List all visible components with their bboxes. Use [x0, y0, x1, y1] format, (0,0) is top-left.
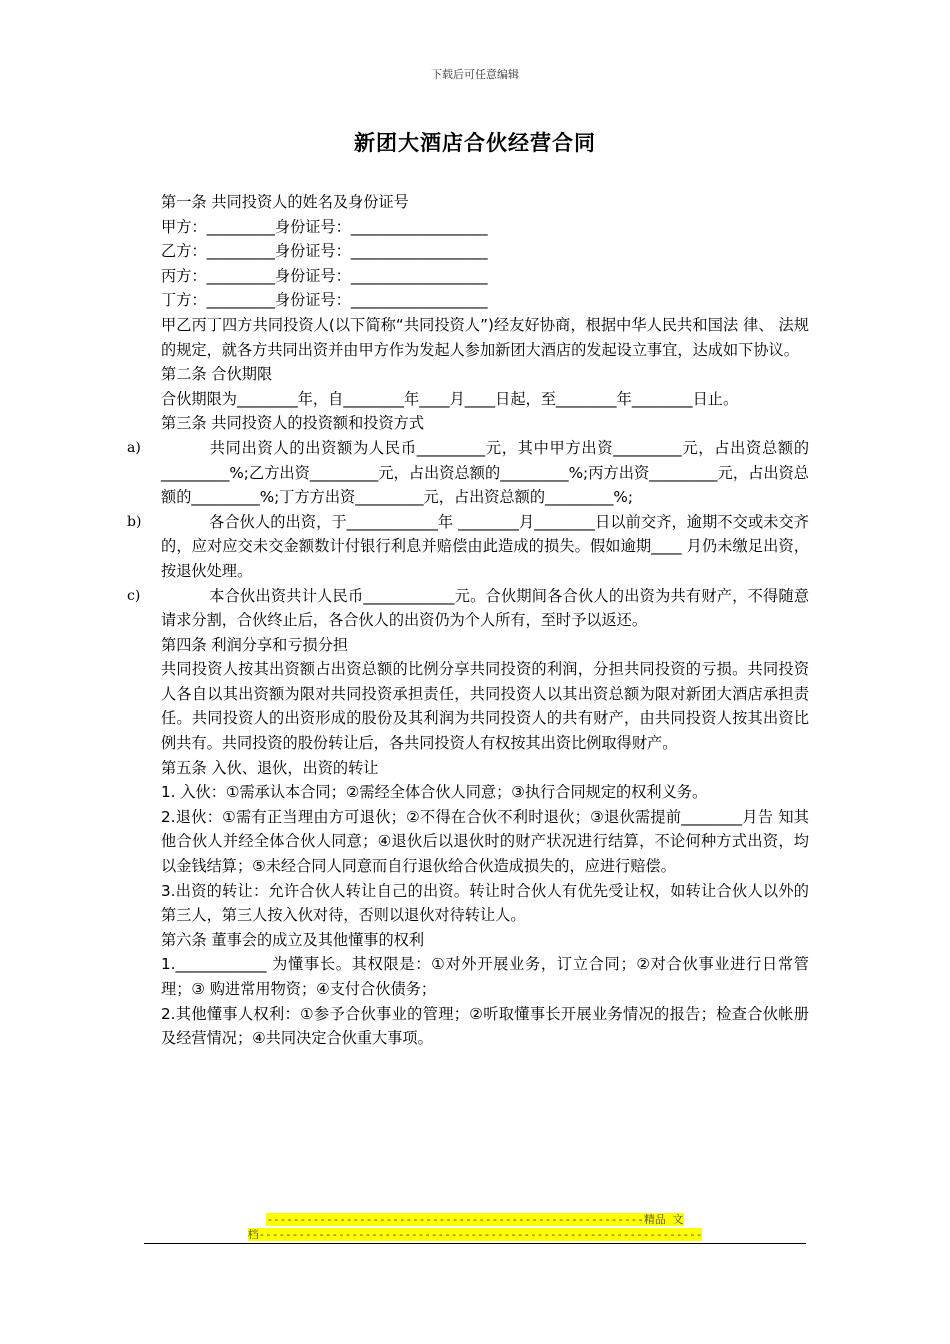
list-text-b: 各合伙人的出资，于____________年 ________月________日以前交齐，逾期不交或未交齐的，应对应交未交金额数计付银行利息并赔偿由此造成的损失。假如逾期____ 月仍未缴足出资，按退伙处理。 [161, 512, 809, 580]
profit-sharing-paragraph: 共同投资人按其出资额占出资总额的比例分享共同投资的利润，分担共同投资的亏损。共同投资人各自以其出资额为限对共同投资承担责任，共同投资人以其出资总额为限对新团大酒店承担责任。共同投资人的出资形成的股份及其利润为共同投资人的共有财产，由共同投资人按其出资比例共有。共同投资的股份转让后，各共同投资人有权按其出资比例取得财产。 [161, 660, 809, 753]
article-5-heading: 第五条 入伙、退伙，出资的转让 [161, 758, 379, 777]
article-6-heading: 第六条 董事会的成立及其他懂事的权利 [161, 930, 425, 949]
list-label-a: a) [127, 439, 141, 456]
party-b-line: 乙方：_________身份证号：__________________ [161, 242, 488, 261]
list-label-b: b) [127, 513, 142, 530]
page-header: 下载后可任意编辑 [431, 68, 519, 81]
article-4-heading: 第四条 利润分享和亏损分担 [161, 635, 349, 654]
article-3-heading: 第三条 共同投资人的投资额和投资方式 [161, 414, 425, 433]
document-title: 新团大酒店合伙经营合同 [354, 130, 596, 155]
list-text-a: 共同出资人的出资额为人民币_________元，其中甲方出资_________元，占出资总额的 _________%;乙方出资_________元，占出资总额的_________%;丙方出资_________元，占出资总额的_________%;丁方方出资_________元，占出资总额的_________%; [161, 438, 809, 507]
list-item-b [127, 510, 809, 584]
chairman-paragraph: 1.____________ 为懂事长。其权限是：①对外开展业务，订立合同；②对合伙事业进行日常管理；③ 购进常用物资；④支付合伙债务； [161, 955, 809, 998]
list-item-c [127, 584, 809, 633]
list-item-a [127, 436, 809, 510]
party-a-line: 甲方：_________身份证号：__________________ [161, 217, 488, 236]
list-text-c: 本合伙出资共计人民币____________元。合伙期间各合伙人的出资为共有财产，不得随意请求分割，合伙终止后，各合伙人的出资仍为个人所有，至时予以返还。 [161, 586, 809, 630]
party-d-line: 丁方：_________身份证号：__________________ [161, 291, 488, 310]
joining-paragraph: 1. 入伙：①需承认本合同；②需经全体合伙人同意；③执行合同规定的权利义务。 [161, 783, 708, 802]
withdrawal-paragraph: 2.退伙：①需有正当理由方可退伙；②不得在合伙不利时退伙；③退伙需提前________月告 知其他合伙人并经全体合伙人同意；④退伙后以退伙时的财产状况进行结算，不论何种方式出资，均以金钱结算；⑤未经合同人同意而自行退伙给合伙造成损失的，应进行赔偿。 [161, 807, 809, 876]
article-2-heading: 第二条 合伙期限 [161, 365, 273, 384]
footer-highlight-line-2: 档------------------------------------------------------------------- [247, 1228, 703, 1241]
list-label-c: c) [127, 587, 141, 604]
partnership-term-paragraph: 合伙期限为________年，自________年____月____日起，至________年________日止。 [161, 389, 739, 408]
transfer-paragraph: 3.出资的转让：允许合伙人转让自己的出资。转让时合伙人有优先受让权，如转让合伙人以外的第三人，第三人按入伙对待，否则以退伙对待转让人。 [161, 881, 809, 925]
footer-divider [144, 1243, 806, 1244]
contract-body [127, 190, 809, 1051]
preamble-paragraph: 甲乙丙丁四方共同投资人(以下简称“共同投资人”)经友好协商，根据中华人民共和国法 律、 法规的规定，就各方共同出资并由甲方作为发起人参加新团大酒店的发起设立事宜，达成如下协议。 [161, 315, 809, 359]
directors-rights-paragraph: 2.其他懂事人权利：①参予合伙事业的管理；②听取懂事长开展业务情况的报告；检查合伙帐册及经营情况；④共同决定合伙重大事项。 [161, 1004, 809, 1048]
footer-highlight-line-1: ---------------------------------------------------------精品 文 [266, 1213, 684, 1226]
article-1-heading: 第一条 共同投资人的姓名及身份证号 [161, 193, 409, 211]
party-c-line: 丙方：_________身份证号：__________________ [161, 266, 488, 285]
